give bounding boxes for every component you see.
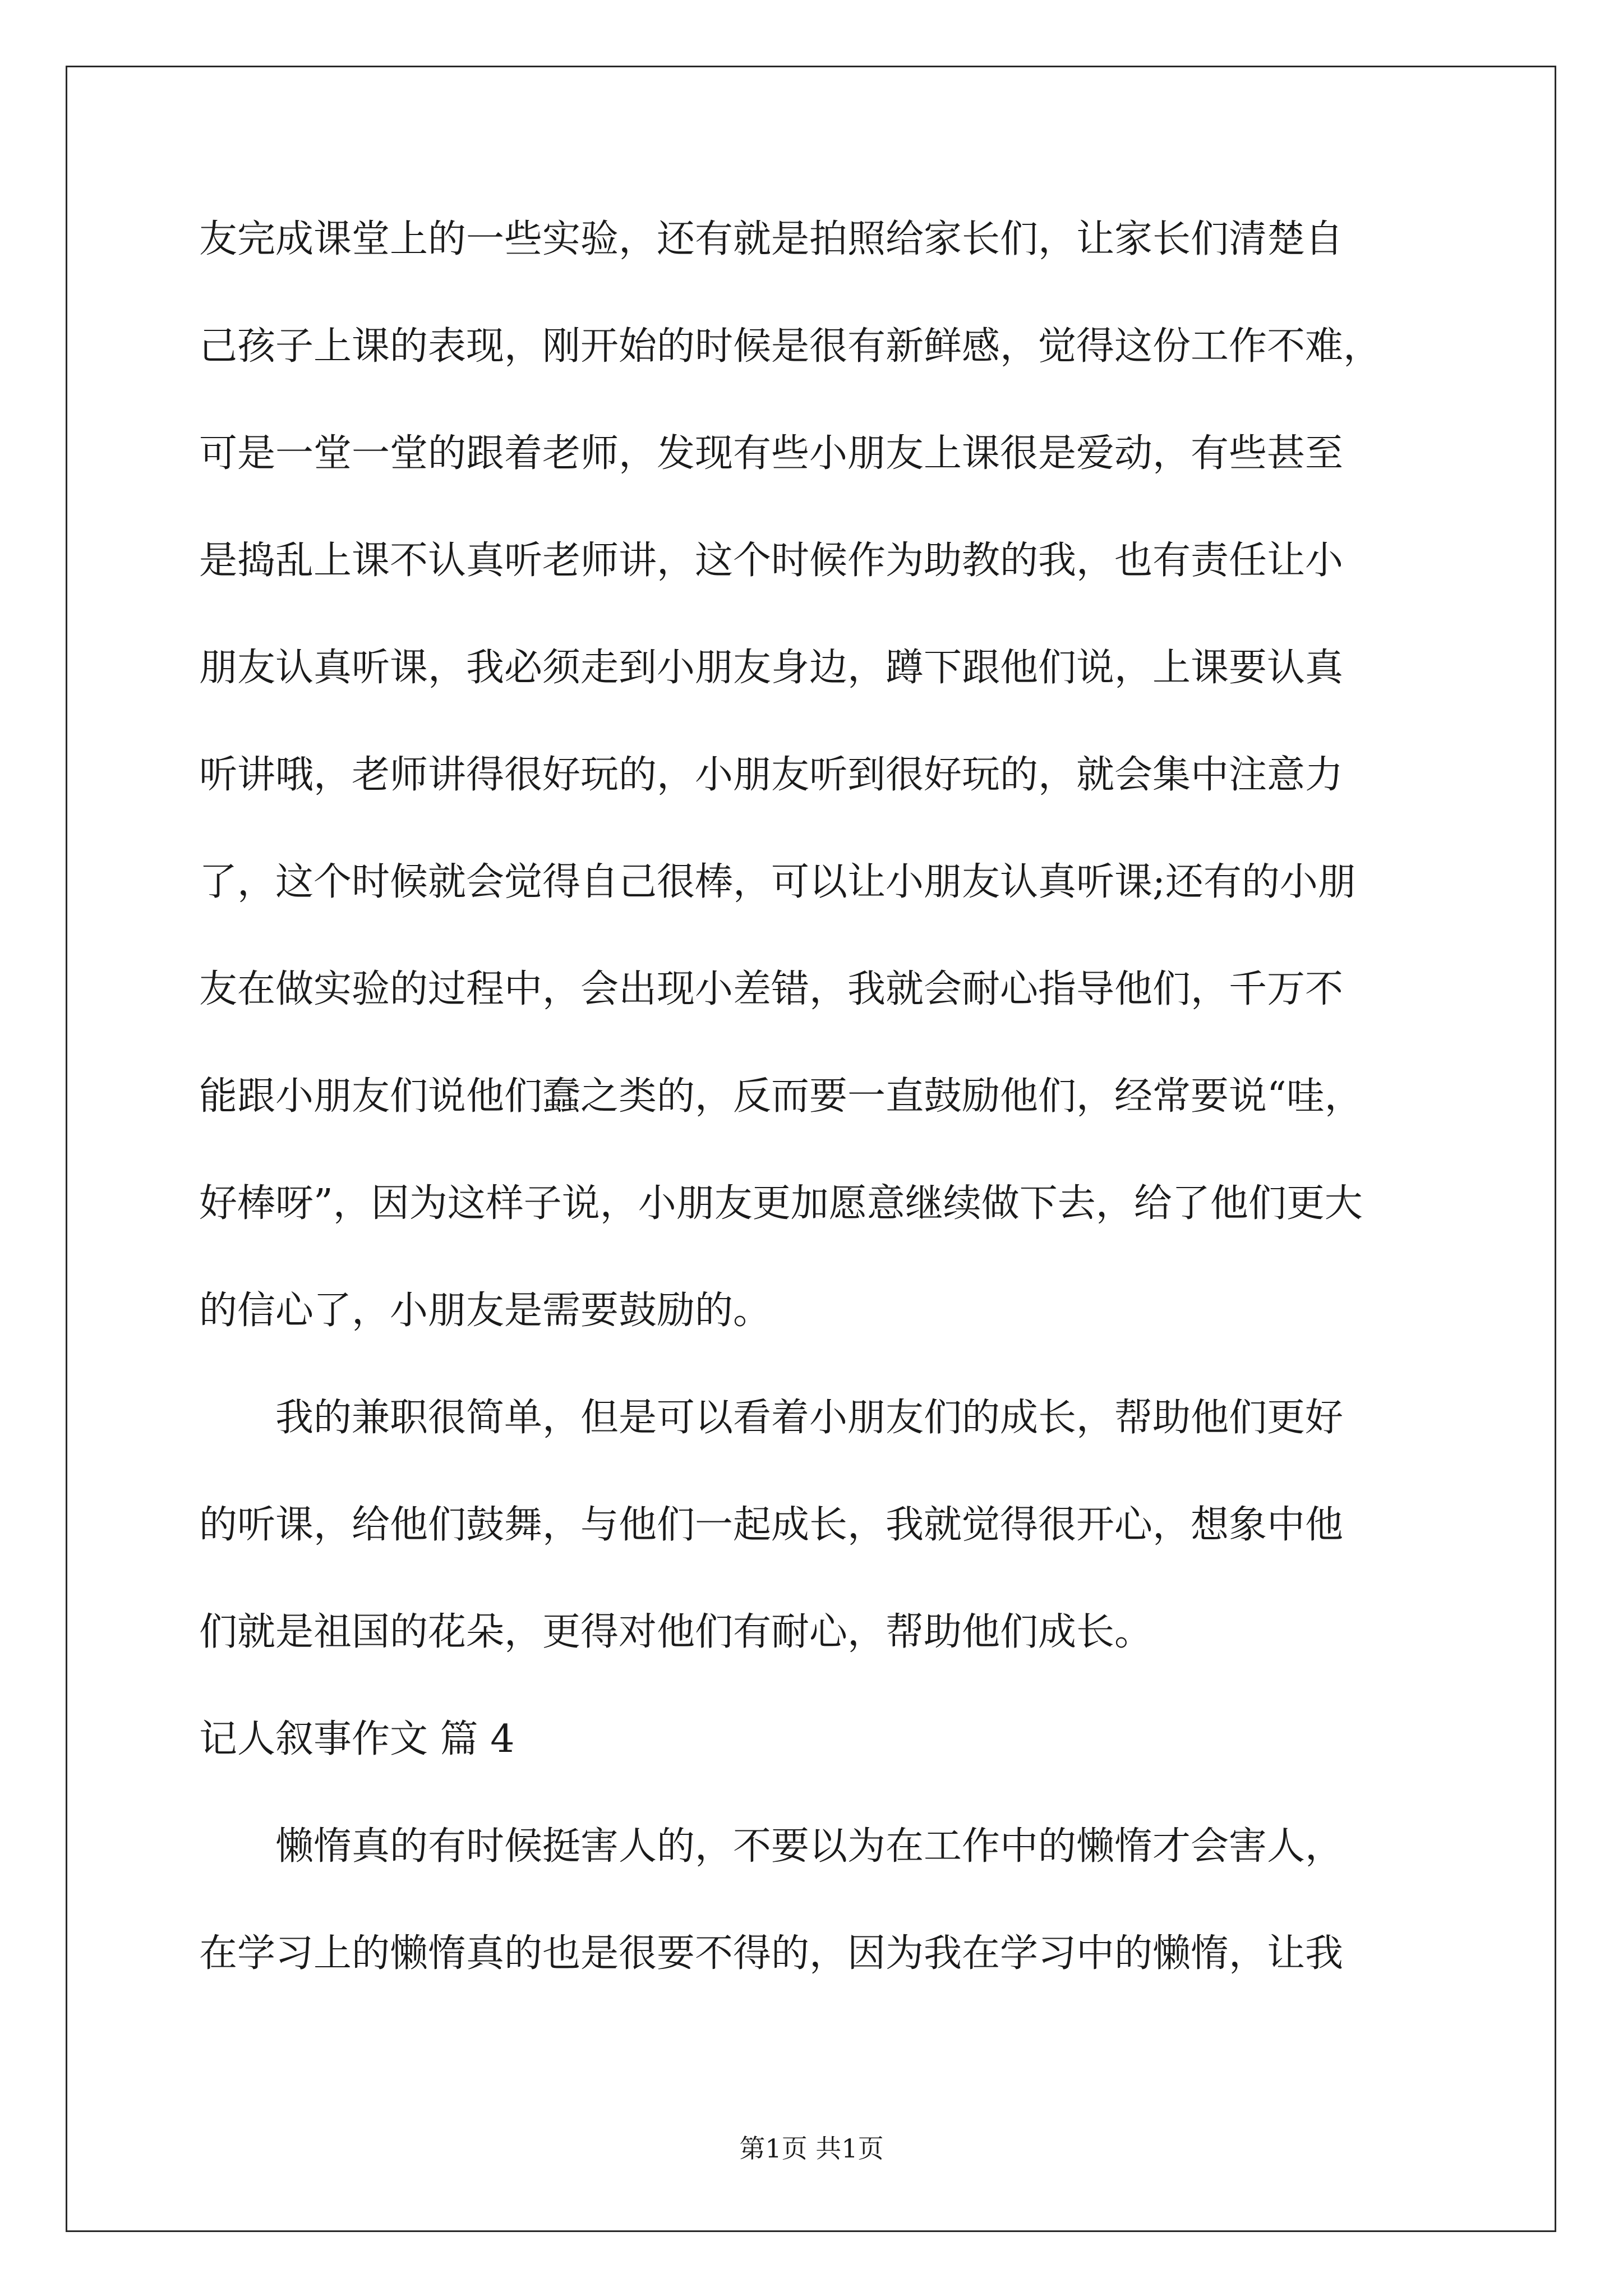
body-line: 了，这个时候就会觉得自己很棒，可以让小朋友认真听课;还有的小朋 (199, 860, 1356, 904)
body-line: 友在做实验的过程中，会出现小差错，我就会耐心指导他们，千万不 (199, 967, 1344, 1011)
body-line: 听讲哦，老师讲得很好玩的，小朋友听到很好玩的，就会集中注意力 (199, 753, 1344, 797)
page-footer: 第1页 共1页 (739, 2133, 884, 2164)
body-line: 在学习上的懒惰真的也是很要不得的，因为我在学习中的懒惰，让我 (199, 1931, 1344, 1976)
body-line: 朋友认真听课，我必须走到小朋友身边，蹲下跟他们说，上课要认真 (199, 646, 1344, 690)
body-line: 己孩子上课的表现，刚开始的时候是很有新鲜感，觉得这份工作不难， (199, 324, 1382, 369)
body-line: 能跟小朋友们说他们蠢之类的，反而要一直鼓励他们，经常要说“哇， (199, 1074, 1363, 1119)
body-line: 的信心了，小朋友是需要鼓励的。 (199, 1289, 772, 1333)
body-line: 好棒呀”，因为这样子说，小朋友更加愿意继续做下去，给了他们更大 (199, 1181, 1363, 1226)
body-line: 是捣乱上课不认真听老师讲，这个时候作为助教的我，也有责任让小 (199, 539, 1344, 583)
body-line: 懒惰真的有时候挺害人的，不要以为在工作中的懒惰才会害人， (199, 1824, 1344, 1869)
body-line: 的听课，给他们鼓舞，与他们一起成长，我就觉得很开心，想象中他 (199, 1503, 1344, 1547)
page-border (66, 66, 1556, 2232)
section-heading: 记人叙事作文 篇 4 (199, 1717, 515, 1761)
body-line: 友完成课堂上的一些实验，还有就是拍照给家长们，让家长们清楚自 (199, 217, 1344, 261)
body-line: 我的兼职很简单，但是可以看着小朋友们的成长，帮助他们更好 (199, 1396, 1344, 1440)
body-line: 可是一堂一堂的跟着老师，发现有些小朋友上课很是爱动，有些甚至 (199, 431, 1344, 476)
body-line: 们就是祖国的花朵，更得对他们有耐心，帮助他们成长。 (199, 1610, 1153, 1654)
